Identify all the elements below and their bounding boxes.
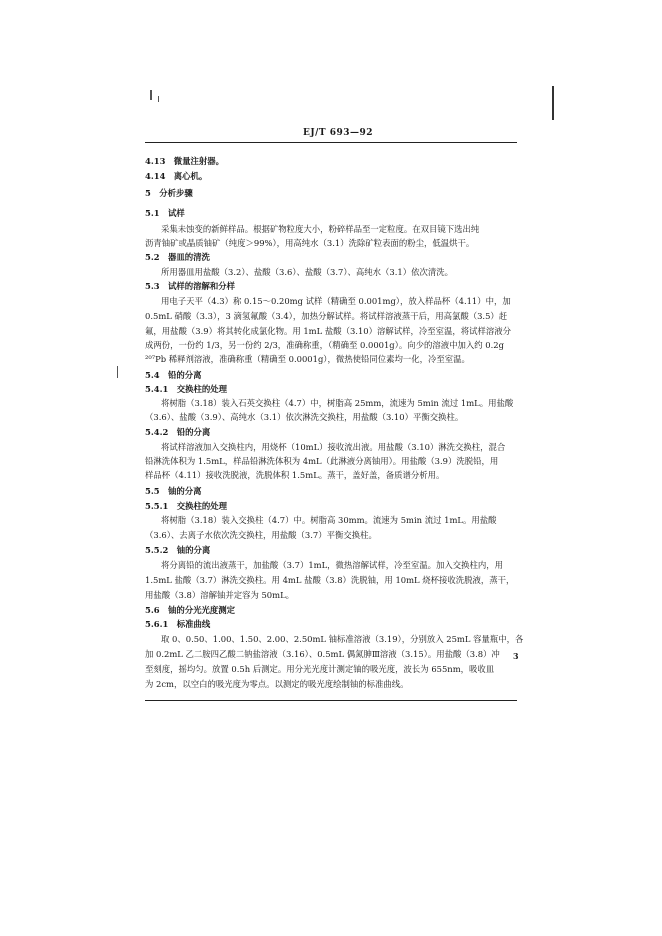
section-heading: 5.4 铅的分离 [145, 370, 202, 380]
body-text-line: 沥青铀矿或晶质铀矿（纯度＞99%），用高纯水（3.1）洗除矿粒表面的粉尘，低温烘干。 [145, 238, 475, 248]
section-heading: 5 分析步骤 [145, 188, 193, 198]
body-text-line: 氟，用盐酸（3.9）将其转化成氯化物。用 1mL 盐酸（3.10）溶解试样，冷至室温，将试样溶液分 [145, 326, 511, 336]
body-text-line: 成两份，一份约 1/3，另一份约 2/3，准确称重，（精确至 0.0001g）。向少的溶液中加入约 0.2g [145, 340, 504, 350]
section-heading: 5.6.1 标准曲线 [145, 619, 211, 629]
body-text-line: 将树脂（3.18）装入石英交换柱（4.7）中，树脂高 25mm，流速为 5min 流过 1mL。用盐酸 [161, 398, 514, 408]
body-text-line: 0.5mL 硝酸（3.3），3 滴氢氟酸（3.4），加热分解试样。将试样溶液蒸干后，用高氯酸（3.5）赶 [145, 311, 508, 321]
section-heading: 5.4.1 交换柱的处理 [145, 384, 227, 394]
body-text-line: 样品杯（4.11）接收洗脱液，洗脱体积 1.5mL。蒸干，盖好盖，备质谱分析用。 [145, 470, 445, 480]
section-heading: 5.1 试样 [145, 208, 185, 218]
scan-speck [552, 86, 554, 120]
document-header: EJ/T 693—92 [303, 128, 374, 138]
body-text-line: 为 2cm，以空白的吸光度为零点。以测定的吸光度绘制铀的标准曲线。 [145, 679, 409, 689]
section-heading: 5.5.1 交换柱的处理 [145, 501, 227, 511]
section-heading: 4.14 离心机。 [145, 171, 208, 181]
body-text-line: 加 0.2mL 乙二胺四乙酸二钠盐溶液（3.16）、0.5mL 偶氮胂Ⅲ溶液（3.15）。用盐酸（3.8）冲 [145, 649, 500, 659]
body-text-line: （3.6）、去离子水依次洗交换柱，用盐酸（3.7）平衡交换柱。 [145, 530, 377, 540]
body-text-line: 用电子天平（4.3）称 0.15～0.20mg 试样（精确至 0.001mg），放入样品杯（4.11）中，加 [161, 296, 511, 306]
body-text-line: 所用器皿用盐酸（3.2）、盐酸（3.6）、盐酸（3.7）、高纯水（3.1）依次清洗。 [161, 267, 453, 277]
section-heading: 5.6 铀的分光光度测定 [145, 605, 235, 615]
body-text-line: 至刻度，摇均匀。放置 0.5h 后测定。用分光光度计测定铀的吸光度，波长为 655nm，吸收皿 [145, 664, 495, 674]
header-rule [145, 142, 517, 143]
body-text-line: 将分离铅的流出液蒸干，加盐酸（3.7）1mL，微热溶解试样，冷至室温。加入交换柱内，用 [161, 560, 504, 570]
page-number: 3 [513, 651, 519, 661]
body-text-line: （3.6）、盐酸（3.9）、高纯水（3.1）依次淋洗交换柱，用盐酸（3.10）平衡交换柱。 [145, 412, 464, 422]
body-text-line: 将试样溶液加入交换柱内，用烧杯（10mL）接收流出液。用盐酸（3.10）淋洗交换柱，混合 [161, 442, 506, 452]
body-text-line: 取 0、0.50、1.00、1.50、2.00、2.50mL 铀标准溶液（3.19），分别放入 25mL 容量瓶中，各 [161, 634, 524, 644]
footer-rule [145, 700, 517, 701]
section-heading: 5.4.2 铅的分离 [145, 427, 211, 437]
body-text-line: 铅淋洗体积为 1.5mL，样品铅淋洗体积为 4mL（此淋液分离铀用）。用盐酸（3.9）洗脱铅，用 [145, 456, 499, 466]
body-text-line: ²⁰⁷Pb 稀释剂溶液，准确称重（精确至 0.0001g），微热使铅同位素均一化，冷至室温。 [145, 354, 470, 364]
body-text-line: 1.5mL 盐酸（3.7）淋洗交换柱。用 4mL 盐酸（3.8）洗脱铀，用 10mL 烧杯接收洗脱液，蒸干， [145, 575, 515, 585]
scan-speck [150, 90, 152, 100]
body-text-line: 将树脂（3.18）装入交换柱（4.7）中。树脂高 30mm。流速为 5min 流过 1mL。用盐酸 [161, 515, 497, 525]
body-text-line: 采集未蚀变的新鲜样品。根据矿物粒度大小，粉碎样品至一定粒度。在双目镜下选出纯 [161, 224, 480, 234]
section-heading: 5.5.2 铀的分离 [145, 545, 211, 555]
section-heading: 5.5 铀的分离 [145, 486, 202, 496]
section-heading: 4.13 微量注射器。 [145, 156, 225, 166]
body-text-line: 用盐酸（3.8）溶解铀并定容为 50mL。 [145, 590, 295, 600]
scan-speck [117, 366, 118, 378]
section-heading: 5.3 试样的溶解和分样 [145, 281, 235, 291]
scan-speck [158, 96, 159, 102]
section-heading: 5.2 器皿的清洗 [145, 252, 210, 262]
